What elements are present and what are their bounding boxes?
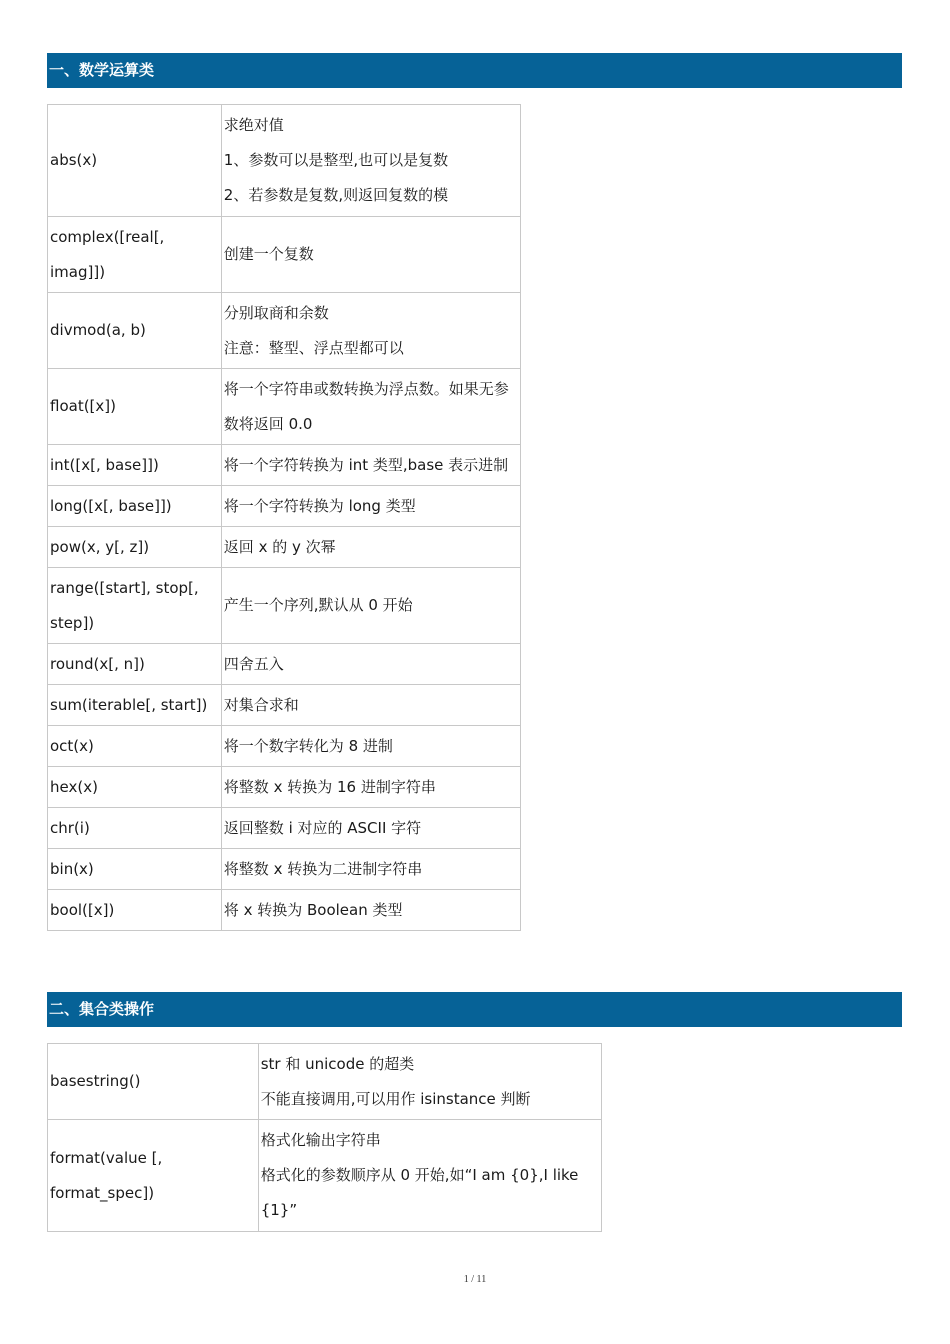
function-name: sum(iterable[, start]) — [48, 685, 222, 726]
description-line: 将一个字符串或数转换为浮点数。如果无参数将返回 0.0 — [223, 379, 509, 433]
function-name: abs(x) — [48, 105, 222, 217]
function-description — [221, 105, 520, 217]
function-description — [221, 527, 520, 568]
description-line: 返回整数 i 对应的 ASCII 字符 — [223, 818, 422, 837]
table-row — [48, 105, 521, 217]
table-row — [48, 486, 521, 527]
table-row — [48, 849, 521, 890]
table-row — [48, 1044, 602, 1120]
function-name: format(value [, format_spec]) — [48, 1120, 259, 1232]
function-description — [221, 369, 520, 445]
function-name: range([start], stop[, step]) — [48, 568, 222, 644]
description-line: 将整数 x 转换为二进制字符串 — [223, 859, 423, 878]
function-name: bin(x) — [48, 849, 222, 890]
description-line: 1、参数可以是整型,也可以是复数 — [223, 151, 449, 169]
table-row — [48, 685, 521, 726]
description-line: 格式化的参数顺序从 0 开始,如“I am {0},I like {1}” — [260, 1166, 579, 1219]
function-description — [221, 293, 520, 369]
function-name: hex(x) — [48, 767, 222, 808]
description-line: 分别取商和余数 — [223, 303, 329, 322]
description-line: 产生一个序列,默认从 0 开始 — [223, 596, 413, 614]
function-name: chr(i) — [48, 808, 222, 849]
function-name: long([x[, base]]) — [48, 486, 222, 527]
table-row — [48, 1120, 602, 1232]
function-description — [221, 849, 520, 890]
function-name: oct(x) — [48, 726, 222, 767]
description-line: 注意：整型、浮点型都可以 — [223, 338, 404, 357]
table-row — [48, 445, 521, 486]
function-description — [221, 685, 520, 726]
function-name: round(x[, n]) — [48, 644, 222, 685]
description-line: 创建一个复数 — [223, 245, 314, 263]
function-name: int([x[, base]]) — [48, 445, 222, 486]
table-row — [48, 369, 521, 445]
table-row — [48, 527, 521, 568]
description-line: 返回 x 的 y 次幂 — [223, 537, 336, 556]
function-description — [221, 486, 520, 527]
function-name: pow(x, y[, z]) — [48, 527, 222, 568]
table-row — [48, 890, 521, 931]
table-row — [48, 644, 521, 685]
description-line: 2、若参数是复数,则返回复数的模 — [223, 186, 449, 204]
function-name: float([x]) — [48, 369, 222, 445]
description-line: 将一个字符转换为 long 类型 — [223, 496, 416, 515]
page-number: 1 / 11 — [463, 1274, 487, 1285]
table-row — [48, 217, 521, 293]
description-line: 不能直接调用,可以用作 isinstance 判断 — [260, 1089, 531, 1108]
section-title: 二、集合类操作 — [49, 1000, 155, 1018]
table-row — [48, 293, 521, 369]
description-line: 将 x 转换为 Boolean 类型 — [223, 900, 403, 919]
section-header-math — [47, 53, 902, 88]
section-header-collection — [47, 992, 902, 1027]
function-description — [221, 767, 520, 808]
function-description — [221, 726, 520, 767]
function-description — [221, 890, 520, 931]
math-functions-table — [47, 104, 521, 931]
function-description — [221, 445, 520, 486]
table-row — [48, 726, 521, 767]
function-name: divmod(a, b) — [48, 293, 222, 369]
function-description — [221, 217, 520, 293]
function-description — [221, 808, 520, 849]
description-line: str 和 unicode 的超类 — [260, 1054, 415, 1073]
description-line: 格式化输出字符串 — [260, 1131, 381, 1149]
function-name: complex([real[, imag]]) — [48, 217, 222, 293]
collection-functions-table — [47, 1043, 602, 1232]
description-line: 将一个数字转化为 8 进制 — [223, 736, 393, 755]
table-row — [48, 808, 521, 849]
function-description — [221, 568, 520, 644]
description-line: 将一个字符转换为 int 类型,base 表示进制 — [223, 455, 509, 474]
description-line: 求绝对值 — [223, 116, 284, 134]
table-row — [48, 767, 521, 808]
section-title: 一、数学运算类 — [49, 61, 155, 79]
function-description — [221, 644, 520, 685]
function-name: basestring() — [48, 1044, 259, 1120]
description-line: 四舍五入 — [223, 654, 284, 673]
table-row — [48, 568, 521, 644]
function-description — [258, 1120, 601, 1232]
function-name: bool([x]) — [48, 890, 222, 931]
description-line: 将整数 x 转换为 16 进制字符串 — [223, 777, 436, 796]
function-description — [258, 1044, 601, 1120]
description-line: 对集合求和 — [223, 695, 299, 714]
